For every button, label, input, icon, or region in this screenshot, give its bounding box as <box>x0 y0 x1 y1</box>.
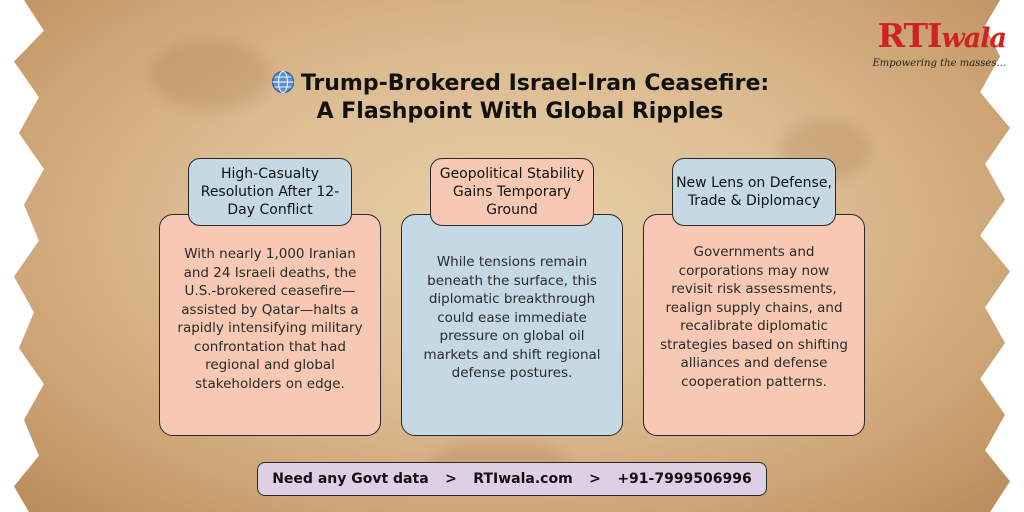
brand-name-rti: RTI <box>877 16 942 55</box>
brand-tagline: Empowering the masses... <box>872 58 1006 69</box>
brand-name-wala: wala <box>941 23 1006 54</box>
info-card-casualty <box>159 214 381 436</box>
globe-icon <box>271 70 295 94</box>
footer-separator: > <box>589 471 601 487</box>
card-body-defense: Governments and corporations may now revisit risk assessments, realign supply chains, and recalibrate diplomatic strategies based on shifting alliances and defense cooperation patterns. <box>660 244 848 390</box>
footer-phone-link[interactable]: +91-7999506996 <box>617 471 752 487</box>
card-body-casualty: With nearly 1,000 Iranian and 24 Israeli deaths, the U.S.-brokered ceasefire—assisted by Qatar—halts a rapidly intensifying military confrontation that had regional and global stakeholders on edge. <box>177 246 363 392</box>
info-card-stability <box>401 214 623 436</box>
footer-website-link[interactable]: RTIwala.com <box>473 471 573 487</box>
page-title <box>240 70 800 126</box>
card-label-defense: New Lens on Defense, Trade & Diplomacy <box>672 158 836 226</box>
footer-separator: > <box>445 471 457 487</box>
card-label-stability: Geopolitical Stability Gains Temporary Ground <box>430 158 594 226</box>
card-body-stability: While tensions remain beneath the surface, this diplomatic breakthrough could ease immediate pressure on global oil markets and shift regional defense postures. <box>423 254 601 381</box>
footer-prompt: Need any Govt data <box>272 471 429 487</box>
info-card-defense <box>643 214 865 436</box>
title-line-1: Trump-Brokered Israel-Iran Ceasefire: <box>300 71 770 96</box>
brand-logo[interactable] <box>872 18 1006 69</box>
contact-footer <box>257 462 767 496</box>
title-line-2: A Flashpoint With Global Ripples <box>316 99 724 124</box>
card-label-casualty: High-Casualty Resolution After 12-Day Conflict <box>188 158 352 226</box>
